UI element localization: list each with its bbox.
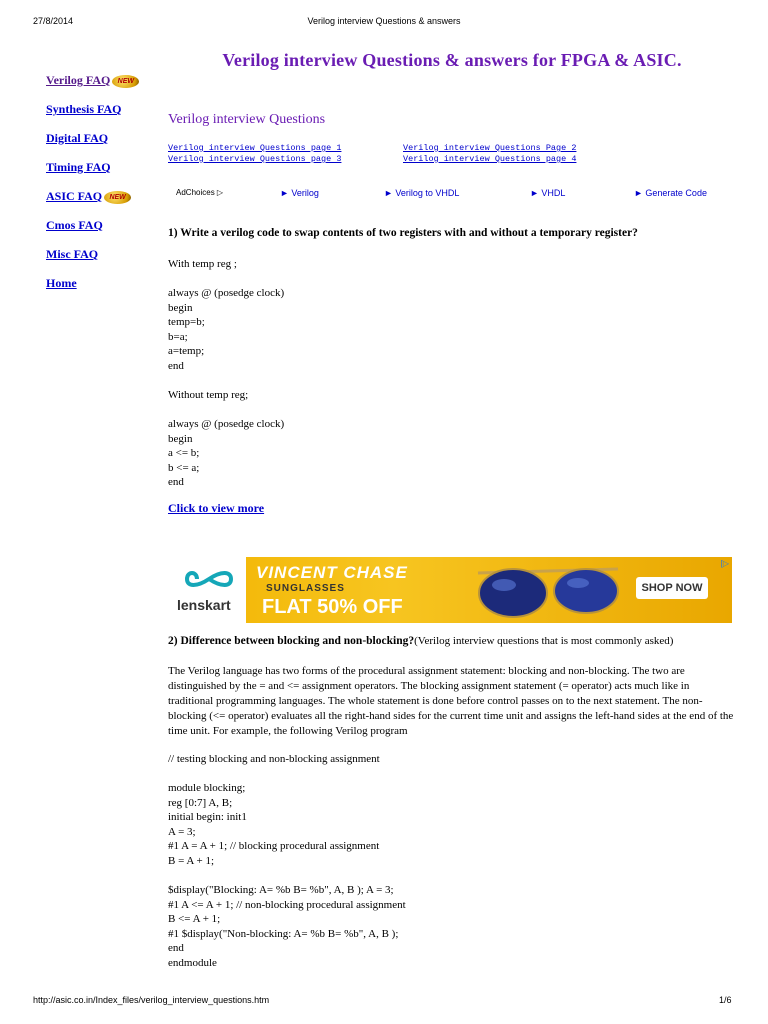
link-questions-page-4[interactable]: Verilog interview Questions page 4: [403, 154, 577, 164]
print-page-number: 1/6: [719, 995, 732, 1005]
ad-link-verilog[interactable]: ► Verilog: [280, 188, 319, 198]
shop-now-button[interactable]: SHOP NOW: [636, 577, 708, 599]
sidebar-link-asic-faq[interactable]: ASIC FAQ: [46, 189, 103, 203]
lenskart-logo-text: lenskart: [177, 597, 231, 613]
link-questions-page-3[interactable]: Verilog interview Questions page 3: [168, 154, 342, 164]
without-temp-code: always @ (posedge clock) begin a <= b; b <= a; end: [168, 418, 285, 489]
question-2: [168, 635, 673, 647]
sidebar-link-digital-faq[interactable]: Digital FAQ: [46, 131, 109, 145]
print-url: http://asic.co.in/Index_files/verilog_interview_questions.htm: [33, 995, 270, 1005]
with-temp-code: always @ (posedge clock) begin temp=b; b=a; a=temp; end: [168, 287, 285, 372]
sidebar-item-synthesis-faq: [46, 102, 156, 131]
sidebar-link-home[interactable]: Home: [46, 276, 77, 290]
link-questions-page-2[interactable]: Verilog interview Questions Page 2: [403, 143, 577, 153]
ad-link-generate-code[interactable]: ► Generate Code: [634, 188, 707, 198]
sidebar-item-verilog-faq: [46, 73, 156, 102]
banner-offer-text: FLAT 50% OFF: [262, 596, 403, 618]
nonblocking-code: $display("Blocking: A= %b B= %b", A, B ); A = 3; #1 A <= A + 1; // non-blocking procedural assignment B <= A + 1; #1 $display("Non-blocking: A= %b B= %b", A, B ); end endmodule: [168, 884, 406, 969]
page-links: [168, 143, 576, 165]
sidebar-link-cmos-faq[interactable]: Cmos FAQ: [46, 218, 103, 232]
sidebar-item-digital-faq: [46, 131, 156, 160]
print-title: Verilog interview Questions & answers: [307, 16, 461, 26]
sunglasses-icon: [468, 561, 628, 621]
sidebar-nav: [46, 73, 156, 305]
banner-sunglasses-text: SUNGLASSES: [266, 583, 345, 594]
with-temp-label: With temp reg ;: [168, 258, 237, 270]
infinity-logo-icon: [184, 567, 234, 591]
ad-link-vhdl[interactable]: ► VHDL: [530, 188, 566, 198]
sidebar-item-home: [46, 276, 156, 305]
main-content: [168, 50, 736, 969]
ad-link-verilog-to-vhdl[interactable]: ► Verilog to VHDL: [384, 188, 460, 198]
sidebar-link-verilog-faq[interactable]: Verilog FAQ: [46, 73, 111, 87]
sidebar-link-timing-faq[interactable]: Timing FAQ: [46, 160, 111, 174]
question-2-note: (Verilog interview questions that is most commonly asked): [414, 635, 674, 647]
sidebar-link-synthesis-faq[interactable]: Synthesis FAQ: [46, 102, 122, 116]
new-badge-icon: NEW: [104, 191, 131, 204]
question-1: 1) Write a verilog code to swap contents of two registers with and without a temporary register?: [168, 227, 638, 239]
ad-info-icon[interactable]: [▷: [720, 559, 729, 568]
sidebar-item-timing-faq: [46, 160, 156, 189]
code-comment: // testing blocking and non-blocking assignment: [168, 753, 380, 765]
print-date: 27/8/2014: [33, 16, 74, 26]
sidebar-item-cmos-faq: [46, 218, 156, 247]
new-badge-icon: NEW: [112, 75, 139, 88]
question-2-title: 2) Difference between blocking and non-blocking?: [168, 635, 415, 647]
ad-banner[interactable]: [168, 557, 732, 623]
page-title: Verilog interview Questions & answers for FPGA & ASIC.: [222, 50, 682, 70]
link-questions-page-1[interactable]: Verilog interview Questions page 1: [168, 143, 342, 153]
sidebar-link-misc-faq[interactable]: Misc FAQ: [46, 247, 99, 261]
section-subtitle: Verilog interview Questions: [168, 112, 326, 127]
sidebar-item-misc-faq: [46, 247, 156, 276]
adchoices-label[interactable]: AdChoices ▷: [176, 188, 224, 197]
banner-brand: VINCENT CHASE: [256, 563, 408, 582]
blocking-code: module blocking; reg [0:7] A, B; initial begin: init1 A = 3; #1 A = A + 1; // blocking procedural assignment B = A + 1;: [168, 782, 380, 867]
sidebar-item-asic-faq: [46, 189, 156, 218]
click-to-view-more-link[interactable]: Click to view more: [168, 501, 265, 515]
without-temp-label: Without temp reg;: [168, 389, 249, 401]
answer-paragraph: The Verilog language has two forms of the procedural assignment statement: blocking and non-blocking. The two are distinguished by the = and <= assignment operators. The blocking assignment statement (= operator) acts much like in traditional programming languages. The whole statement is done before control passes on to the next statement. The non-blocking (<= operator) evaluates all the right-hand sides for the current time unit and assigns the left-hand sides at the end of the time unit. For example, the following Verilog program: [168, 665, 734, 737]
lenskart-logo: [168, 557, 246, 623]
